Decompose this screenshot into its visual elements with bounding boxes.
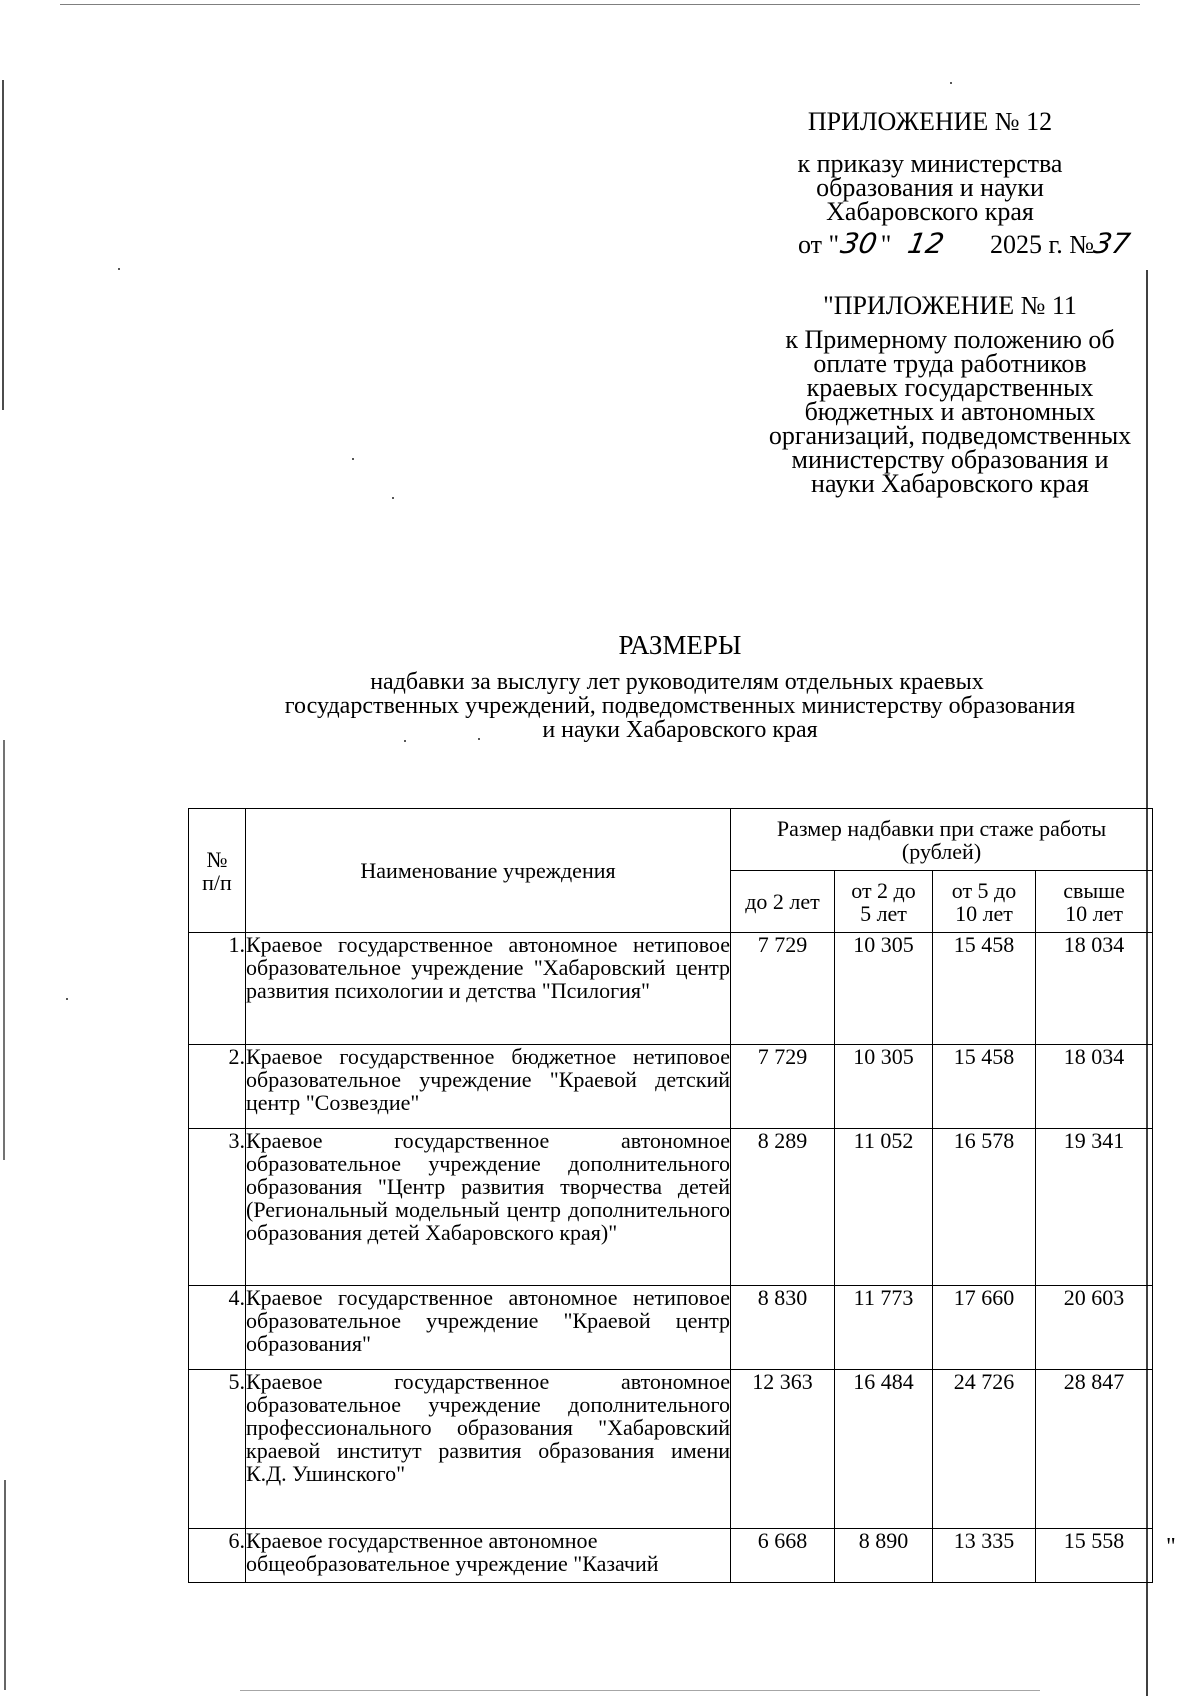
scan-speck [404,740,406,742]
amount-2-to-5: 10 305 [835,933,933,1045]
institution-name: Краевое государственное автономное нетиповое образовательное учреждение "Хабаровский центр развития психологии и детства "Псилогия" [246,933,731,1045]
amount-5-to-10: 13 335 [933,1529,1036,1583]
order-appendix-block [760,107,1100,226]
scan-speck [950,82,952,84]
inner-line: министерству образования и [791,445,1109,474]
amount-5-to-10: 17 660 [933,1286,1036,1370]
header-group: Размер надбавки при стаже работы (рублей) [731,809,1153,871]
amount-over-10: 19 341 [1036,1129,1153,1286]
amount-up-to-2: 8 289 [731,1129,835,1286]
row-number: 1. [189,933,246,1045]
amount-over-10: 20 603 [1036,1286,1153,1370]
inner-line: бюджетных и автономных [804,397,1096,426]
institution-name: Краевое государственное бюджетное нетиповое образовательное учреждение "Краевой детский центр "Созвездие" [246,1045,731,1129]
order-line: образования и науки [816,173,1044,202]
amount-over-10: 15 558 [1036,1529,1153,1583]
scan-speck [392,497,394,499]
amount-5-to-10: 15 458 [933,933,1036,1045]
order-date-line [798,227,1158,260]
institution-name: Краевое государственное автономное образовательное учреждение дополнительного профессионального образования "Хабаровский краевой институт развития образования имени К.Д. Ушинского" [246,1370,731,1529]
row-number: 4. [189,1286,246,1370]
table-row [189,1129,1153,1286]
table-row [189,933,1153,1045]
header-number: № п/п [189,809,246,933]
inner-line: организаций, подведомственных [768,421,1132,450]
table-row [189,1045,1153,1129]
row-number: 5. [189,1370,246,1529]
document-title: РАЗМЕРЫ [618,630,742,660]
order-line: Хабаровского края [826,197,1034,226]
header-name: Наименование учреждения [246,809,731,933]
header-col-3: от 5 до 10 лет [933,871,1036,933]
inner-line: оплате труда работников [813,349,1087,378]
amount-5-to-10: 15 458 [933,1045,1036,1129]
inner-line: науки Хабаровского края [811,469,1089,498]
scan-edge-left [4,1480,6,1690]
inner-appendix-title: "ПРИЛОЖЕНИЕ № 11 [823,291,1077,320]
document-subtitle [190,670,1170,742]
scan-speck [66,998,68,1000]
amount-5-to-10: 24 726 [933,1370,1036,1529]
scan-edge-left [2,80,4,410]
table-row [189,1286,1153,1370]
row-number: 2. [189,1045,246,1129]
allowance-table [188,808,1153,1583]
amount-2-to-5: 16 484 [835,1370,933,1529]
handwritten-order-number: 37 [1091,227,1133,260]
appendix-title: ПРИЛОЖЕНИЕ № 12 [807,107,1053,136]
subtitle-line: надбавки за выслугу лет руководителям отдельных краевых [370,669,984,695]
inner-line: к Примерному положению об [785,325,1115,354]
amount-2-to-5: 11 052 [835,1129,933,1286]
row-number: 3. [189,1129,246,1286]
inner-line: краевых государственных [806,373,1094,402]
amount-2-to-5: 10 305 [835,1045,933,1129]
amount-up-to-2: 8 830 [731,1286,835,1370]
amount-up-to-2: 7 729 [731,1045,835,1129]
table-row [189,1370,1153,1529]
inner-appendix-block [730,291,1170,498]
institution-name: Краевое государственное автономное нетиповое образовательное учреждение "Краевой центр образования" [246,1286,731,1370]
scan-speck [478,738,480,740]
table-row [189,1529,1153,1583]
order-line: к приказу министерства [797,149,1063,178]
scan-speck [118,268,120,270]
date-quote: " [880,230,892,259]
date-prefix: от " [798,230,840,259]
closing-quote: " [1166,1534,1176,1560]
subtitle-line: и науки Хабаровского края [542,717,818,743]
scan-edge-bottom [240,1690,1040,1691]
amount-5-to-10: 16 578 [933,1129,1036,1286]
amount-up-to-2: 6 668 [731,1529,835,1583]
handwritten-day: 30 [838,227,880,260]
header-col-2: от 2 до 5 лет [835,871,933,933]
scan-edge-top [60,4,1140,5]
amount-up-to-2: 7 729 [731,933,835,1045]
institution-name: Краевое государственное автономное образовательное учреждение дополнительного образования "Центр развития творчества детей (Региональный модельный центр дополнительного образования детей Хабаровского края)" [246,1129,731,1286]
amount-over-10: 28 847 [1036,1370,1153,1529]
subtitle-line: государственных учреждений, подведомственных министерству образования [284,693,1076,719]
amount-2-to-5: 11 773 [835,1286,933,1370]
handwritten-month: 12 [905,227,947,260]
row-number: 6. [189,1529,246,1583]
amount-over-10: 18 034 [1036,933,1153,1045]
scan-edge-left [3,740,5,1160]
scan-edge-right [1146,270,1148,1696]
date-year: 2025 г. № [990,230,1095,259]
amount-over-10: 18 034 [1036,1045,1153,1129]
header-col-4: свыше 10 лет [1036,871,1153,933]
scan-speck [352,458,354,460]
amount-2-to-5: 8 890 [835,1529,933,1583]
amount-up-to-2: 12 363 [731,1370,835,1529]
institution-name: Краевое государственное автономное общеобразовательное учреждение "Казачий [246,1529,731,1583]
header-col-1: до 2 лет [731,871,835,933]
